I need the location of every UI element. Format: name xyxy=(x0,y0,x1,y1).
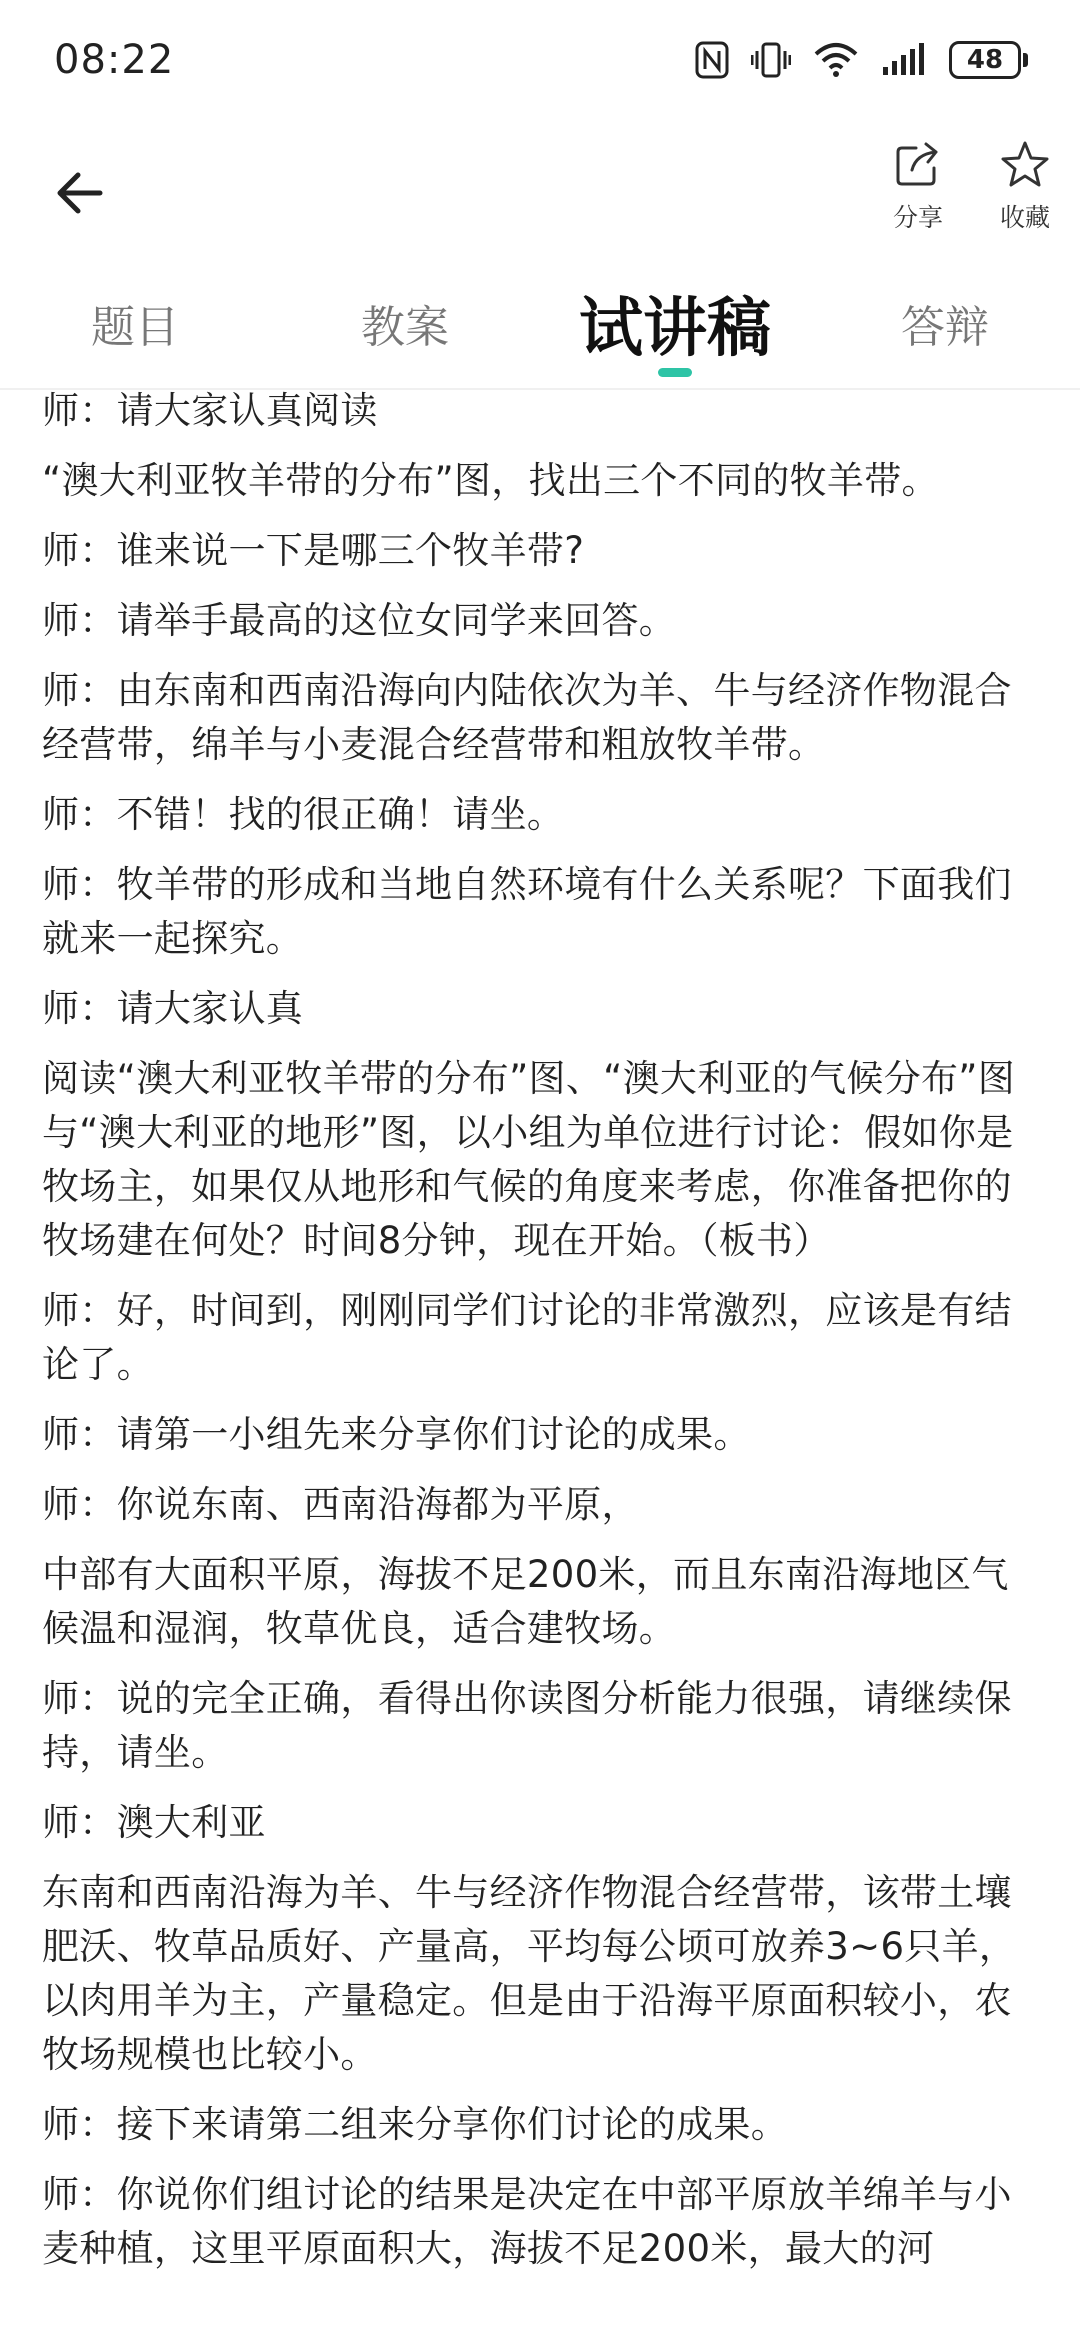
share-icon xyxy=(894,140,942,188)
paragraph: 师：你说东南、西南沿海都为平原， xyxy=(42,1483,639,1526)
paragraph: 中部有大面积平原，海拔不足200米，而且东南沿海地区气候温和湿润，牧草优良，适合建牧场。 xyxy=(42,1553,1009,1650)
share-label: 分享 xyxy=(892,203,943,232)
tab-bar xyxy=(0,268,1080,388)
paragraph: 师：不错！找的很正确！请坐。 xyxy=(42,793,565,836)
paragraph: 东南和西南沿海为羊、牛与经济作物混合经营带，该带土壤肥沃、牧草品质好、产量高，平均每公顷可放养3~6只羊，以肉用羊为主，产量稳定。但是由于沿海平原面积较小，农牧场规模也比较小。 xyxy=(42,1871,1017,2076)
paragraph: 师：你说你们组讨论的结果是决定在中部平原放羊绵羊与小麦种植，这里平原面积大，海拔不足200米，最大的河 xyxy=(42,2173,1012,2270)
paragraph: 师：好，时间到，刚刚同学们讨论的非常激烈，应该是有结论了。 xyxy=(42,1289,1012,1386)
status-bar xyxy=(0,0,1080,120)
battery-level: 48 xyxy=(949,41,1021,79)
header xyxy=(0,130,1080,260)
wifi-icon xyxy=(813,42,859,78)
paragraph: 师：澳大利亚 xyxy=(42,1801,266,1844)
paragraph: 师：请大家认真 xyxy=(42,987,304,1030)
tab-lesson-plan[interactable]: 教案 xyxy=(361,302,449,353)
share-button[interactable] xyxy=(868,140,968,260)
arrow-left-icon xyxy=(54,171,104,215)
active-tab-indicator xyxy=(658,368,692,377)
paragraph: 师：谁来说一下是哪三个牧羊带? xyxy=(42,529,585,572)
back-button[interactable] xyxy=(44,158,114,228)
favorite-label: 收藏 xyxy=(999,203,1050,232)
paragraph: 师：说的完全正确，看得出你读图分析能力很强，请继续保持，请坐。 xyxy=(42,1677,1012,1774)
paragraph: 师：接下来请第二组来分享你们讨论的成果。 xyxy=(42,2103,788,2146)
signal-icon xyxy=(881,43,927,77)
nfc-icon xyxy=(695,41,729,79)
vibrate-icon xyxy=(751,41,791,79)
paragraph: 师：牧羊带的形成和当地自然环境有什么关系呢？下面我们就来一起探究。 xyxy=(42,863,1012,960)
paragraph: 阅读“澳大利亚牧羊带的分布”图、“澳大利亚的气候分布”图与“澳大利亚的地形”图，以小组为单位进行讨论：假如你是牧场主，如果仅从地形和气候的角度来考虑，你准备把你的牧场建在何处？时间8分钟，现在开始。（板书） xyxy=(42,1057,1016,1262)
paragraph: 师：请大家认真阅读 xyxy=(42,389,378,432)
paragraph: 师：由东南和西南沿海向内陆依次为羊、牛与经济作物混合经营带，绵羊与小麦混合经营带和粗放牧羊带。 xyxy=(42,669,1012,766)
status-icons xyxy=(695,41,1028,79)
favorite-button[interactable] xyxy=(975,140,1075,260)
paragraph: “澳大利亚牧羊带的分布”图，找出三个不同的牧羊带。 xyxy=(42,459,939,502)
tab-question[interactable]: 题目 xyxy=(91,302,179,353)
lecture-content xyxy=(42,384,1042,2292)
tab-defense[interactable]: 答辩 xyxy=(901,302,989,353)
paragraph: 师：请第一小组先来分享你们讨论的成果。 xyxy=(42,1413,751,1456)
tab-trial-lecture[interactable]: 试讲稿 xyxy=(579,292,771,366)
star-icon xyxy=(1000,140,1050,188)
battery-icon xyxy=(949,41,1028,79)
paragraph: 师：请举手最高的这位女同学来回答。 xyxy=(42,599,677,642)
status-time: 08:22 xyxy=(54,37,175,83)
battery-tip xyxy=(1023,53,1028,67)
